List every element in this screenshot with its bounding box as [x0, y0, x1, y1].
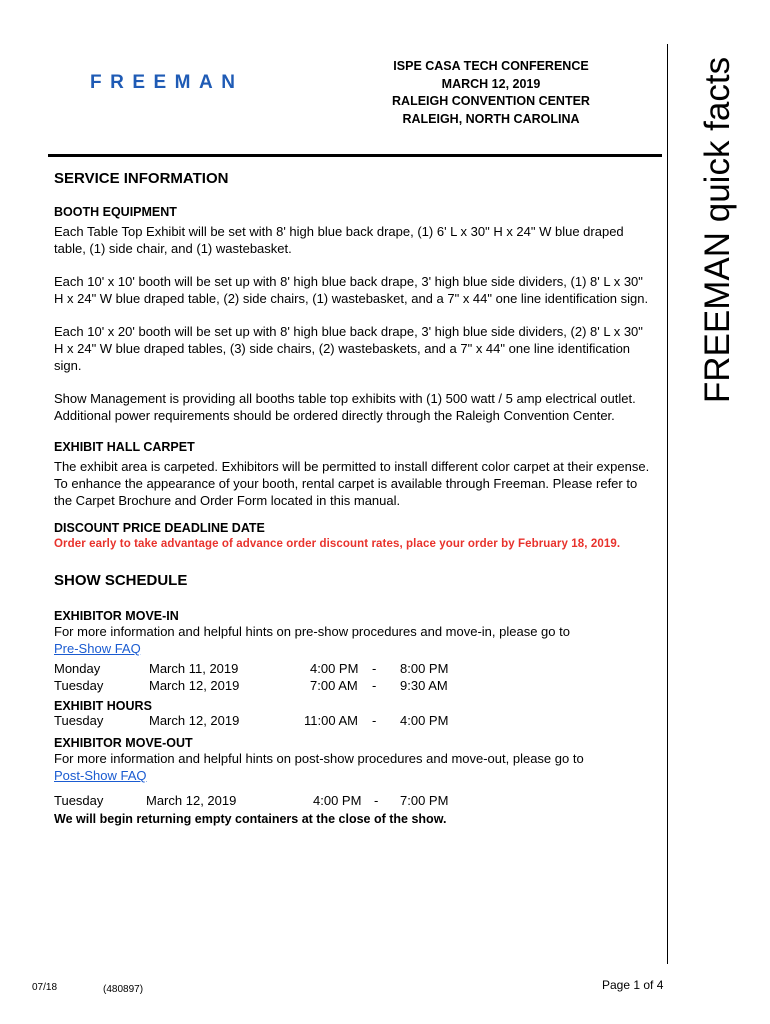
- exhibit-hours-heading: EXHIBIT HOURS: [54, 699, 152, 713]
- schedule-day: Tuesday: [54, 793, 104, 808]
- conference-date: MARCH 12, 2019: [441, 76, 541, 91]
- schedule-date: March 12, 2019: [149, 713, 240, 728]
- schedule-dash: -: [372, 678, 377, 693]
- footer-doc-number: (480897): [103, 984, 144, 995]
- freeman-logo: FREEMAN: [90, 72, 244, 93]
- post-show-faq-link[interactable]: Post-Show FAQ: [54, 768, 147, 783]
- move-out-row: [54, 793, 654, 810]
- service-information-title: SERVICE INFORMATION: [54, 170, 229, 187]
- schedule-end-time: 9:30 AM: [400, 678, 448, 693]
- schedule-date: March 11, 2019: [149, 661, 239, 676]
- booth-equipment-heading: BOOTH EQUIPMENT: [54, 205, 177, 219]
- move-in-heading: EXHIBITOR MOVE-IN: [54, 609, 179, 623]
- carpet-paragraph: The exhibit area is carpeted. Exhibitors will be permitted to install different color carpet at their expense. To enhance the appearance of your booth, rental carpet is available through Freeman. Please refer to the Carpet Brochure and Order Form located in this manual.: [54, 459, 650, 508]
- schedule-date: March 12, 2019: [149, 678, 240, 693]
- schedule-day: Tuesday: [54, 678, 104, 693]
- conference-header: [340, 58, 642, 128]
- schedule-start-time: 4:00 PM: [313, 793, 362, 808]
- discount-deadline-text: Order early to take advantage of advance order discount rates, place your order by February 18, 2019.: [54, 538, 621, 550]
- exhibit-hours-row: [54, 713, 654, 730]
- side-divider: [667, 44, 668, 964]
- containers-note: We will begin returning empty containers at the close of the show.: [54, 812, 447, 826]
- schedule-dash: -: [372, 661, 377, 676]
- schedule-start-time: 4:00 PM: [310, 661, 359, 676]
- schedule-start-time: 7:00 AM: [310, 678, 358, 693]
- move-in-row: [54, 661, 654, 678]
- main-content: [54, 170, 654, 826]
- conference-city: RALEIGH, NORTH CAROLINA: [402, 111, 580, 126]
- side-title: FREEMAN quick facts: [698, 56, 737, 404]
- carpet-heading: EXHIBIT HALL CARPET: [54, 440, 195, 454]
- conference-venue: RALEIGH CONVENTION CENTER: [392, 94, 590, 108]
- schedule-day: Monday: [54, 661, 101, 676]
- schedule-end-time: 7:00 PM: [400, 793, 449, 808]
- booth-paragraph-3: Each 10' x 20' booth will be set up with 8' high blue back drape, 3' high blue side dividers, (2) 8' L x 30" H x 24" W blue draped tables, (3) side chairs, (2) wastebaskets, and a 7" x 44" one line identification sign.: [54, 324, 643, 373]
- show-schedule-title: SHOW SCHEDULE: [54, 572, 188, 589]
- schedule-day: Tuesday: [54, 713, 104, 728]
- schedule-end-time: 4:00 PM: [400, 713, 449, 728]
- header-divider: [48, 154, 662, 157]
- schedule-end-time: 8:00 PM: [400, 661, 449, 676]
- schedule-date: March 12, 2019: [146, 793, 237, 808]
- schedule-dash: -: [374, 793, 379, 808]
- move-in-row: [54, 678, 654, 695]
- discount-heading: DISCOUNT PRICE DEADLINE DATE: [54, 521, 265, 535]
- schedule-start-time: 11:00 AM: [304, 713, 358, 728]
- page-number: Page 1 of 4: [602, 978, 664, 992]
- conference-name: ISPE CASA TECH CONFERENCE: [393, 59, 589, 73]
- move-in-text: For more information and helpful hints on pre-show procedures and move-in, please go to: [54, 624, 570, 639]
- booth-paragraph-2: Each 10' x 10' booth will be set up with 8' high blue back drape, 3' high blue side dividers, (1) 8' L x 30" H x 24" W blue draped table, (2) side chairs, (1) wastebasket, and a 7" x 44" one line identification sign.: [54, 274, 649, 306]
- booth-paragraph-1: Each Table Top Exhibit will be set with 8' high blue back drape, (1) 6' L x 30" H x 24" W blue draped table, (1) side chair, and (1) wastebasket.: [54, 224, 624, 256]
- booth-paragraph-4: Show Management is providing all booths table top exhibits with (1) 500 watt / 5 amp electrical outlet. Additional power requirements should be ordered directly through the Raleigh Convention Center.: [54, 391, 636, 423]
- move-out-text: For more information and helpful hints on post-show procedures and move-out, please go to: [54, 751, 584, 766]
- pre-show-faq-link[interactable]: Pre-Show FAQ: [54, 641, 141, 656]
- footer-date-code: 07/18: [32, 982, 58, 993]
- move-out-heading: EXHIBITOR MOVE-OUT: [54, 736, 193, 750]
- schedule-dash: -: [372, 713, 377, 728]
